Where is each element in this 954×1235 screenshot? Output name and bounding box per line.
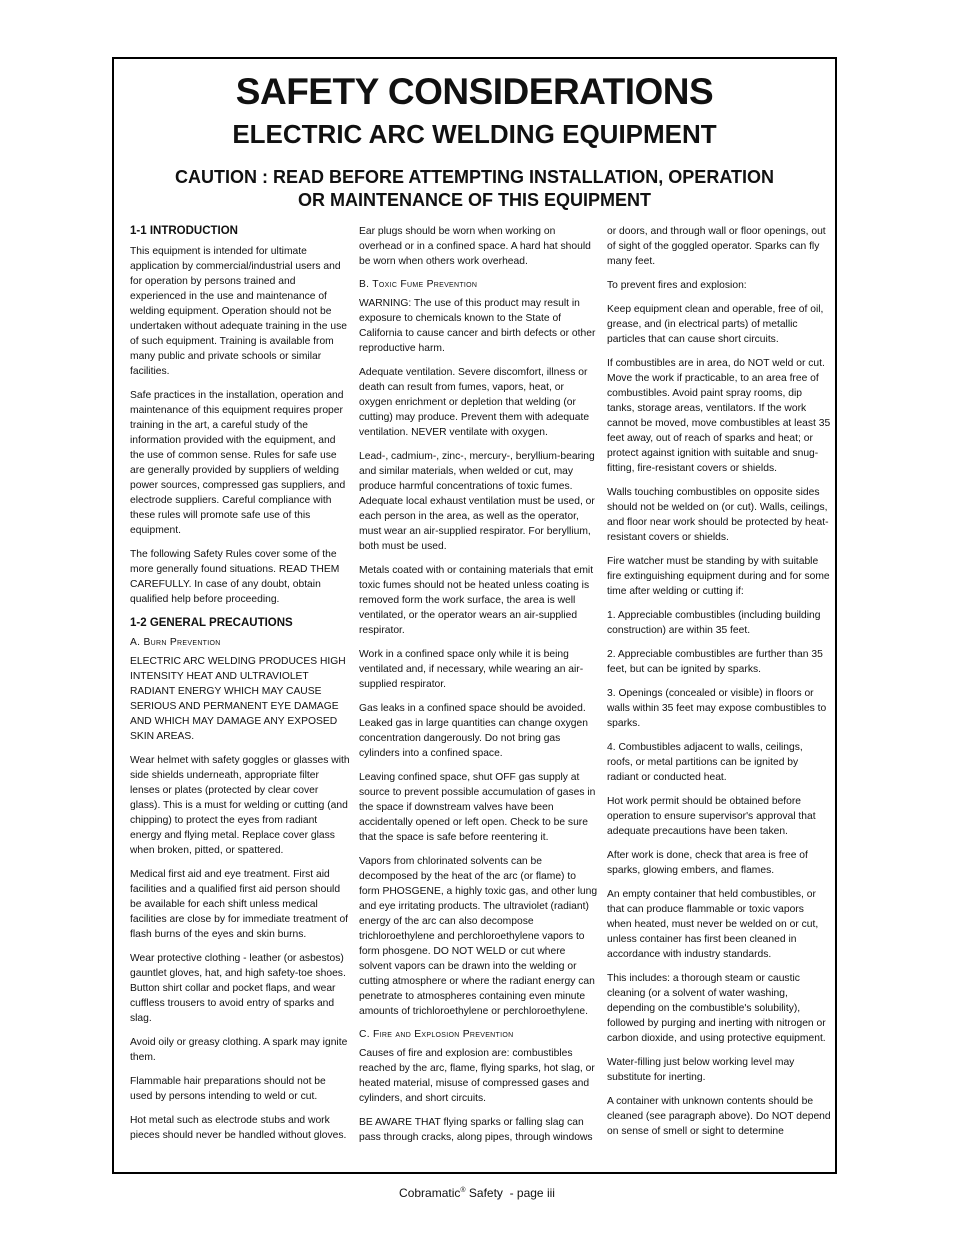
paragraph: Avoid oily or greasy clothing. A spark may ignite them. <box>130 1037 348 1063</box>
list-item: 4. Combustibles adjacent to walls, ceilings, roofs, or metal partitions can be ignited by radiant or conducted heat. <box>607 742 803 783</box>
paragraph: Metals coated with or containing materials that emit toxic fumes should not be heated unless coating is removed form the work surface, the area is well ventilated, or the operator wears an air-supplied respirator. <box>359 565 594 636</box>
paragraph: Adequate ventilation. Severe discomfort, illness or death can result from fumes, vapors, heat, or oxygen enrichment or depletion that welding (or cutting) may produce. Prevent them with adequate ventilation. NEVER ventilate with oxygen. <box>359 367 590 438</box>
paragraph: Wear protective clothing - leather (or asbestos) gauntlet gloves, hat, and high safety-toe shoes. Button shirt collar and pocket flaps, and wear cuffless trousers to avoid entry of sparks and slag. <box>130 953 346 1024</box>
paragraph: Vapors from chlorinated solvents can be decomposed by the heat of the arc (or flame) to form PHOSGENE, a highly toxic gas, and other lung and eye irritating products. The ultraviolet (radiant) energy of the arc can also decompose trichloroethylene and perchloroethylene vapors to form phosgene. DO NOT WELD or cut where solvent vapors can be drawn into the welding or cutting atmosphere or where the radiant energy can penetrate to atmospheres containing even minute amounts of trichloroethylene or perchloroethylene. <box>359 856 598 1017</box>
list-item: 2. Appreciable combustibles are further than 35 feet, but can be ignited by sparks. <box>607 649 823 675</box>
paragraph: A container with unknown contents should be cleaned (see paragraph above). Do NOT depend on sense of smell or sight to determine <box>607 1096 831 1137</box>
paragraph: Wear helmet with safety goggles or glasses with side shields underneath, appropriate filter lenses or plates (protected by clear cover glass). This is a must for welding or cutting (and chipping) to protect the eyes from radiant energy and flying metal. Replace cover glass when broken, pitted, or spattered. <box>130 755 350 856</box>
footer-brand: Cobramatic <box>399 1186 461 1200</box>
page-footer <box>0 1186 954 1200</box>
section-heading-general-precautions: 1-2 GENERAL PRECAUTIONS <box>130 617 293 629</box>
paragraph: Medical first aid and eye treatment. First aid facilities and a qualified first aid person should be available for each shift unless medical facilities are close by for immediate treatment of flash burns of the eyes and skin burns. <box>130 869 349 940</box>
paragraph: This equipment is intended for ultimate application by commercial/industrial users and for operation by persons trained and experienced in the use and maintenance of welding equipment. Operation should not be undertaken without adequate training in the use of such equipment. Training is available from many public and private schools or similar facilities. <box>130 246 347 377</box>
subsection-heading-toxic-fume-prevention: B. Toxic Fume Prevention <box>359 279 478 290</box>
paragraph: The following Safety Rules cover some of the more generally found situations. READ THEM CAREFULLY. In case of any doubt, obtain qualified help before proceeding. <box>130 549 340 605</box>
page-title: SAFETY CONSIDERATIONS <box>235 71 714 112</box>
paragraph: BE AWARE THAT flying sparks or falling slag can pass through cracks, along pipes, through windows <box>359 1117 593 1143</box>
paragraph: Causes of fire and explosion are: combustibles reached by the arc, flame, flying sparks, hot slag, or heated material, misuse of compressed gases and cylinders, and short circuits. <box>359 1048 595 1104</box>
paragraph: This includes: a thorough steam or caustic cleaning (or a solvent of water washing, depending on the combustible's solubility), followed by purging and inerting with nitrogen or carbon dioxide, and using protective equipment. <box>607 973 826 1044</box>
subsection-heading-fire-explosion-prevention: C. Fire and Explosion Prevention <box>359 1029 514 1040</box>
caution-heading <box>114 166 835 212</box>
list-item: 3. Openings (concealed or visible) in floors or walls within 35 feet may expose combustibles to sparks. <box>607 688 827 729</box>
column-3 <box>607 224 831 1148</box>
subsection-heading-burn-prevention: A. Burn Prevention <box>130 637 221 648</box>
paragraph: Safe practices in the installation, operation and maintenance of this equipment requires proper training in the art, a careful study of the information provided with the equipment, and the use of common sense. Rules for safe use are generally provided by suppliers of welding power sources, compressed gas suppliers, and electrode suppliers. Careful compliance with these rules will promote safe use of this equipment. <box>130 390 346 536</box>
paragraph: Lead-, cadmium-, zinc-, mercury-, beryllium-bearing and similar materials, when welded or cut, may produce harmful concentrations of toxic fumes. Adequate local exhaust ventilation must be used, or each person in the area, as well as the operator, must wear an air-supplied respirator. For beryllium, both must be used. <box>359 451 595 552</box>
paragraph: Leaving confined space, shut OFF gas supply at source to prevent possible accumulation of gases in the space if downstream valves have been accidentally opened or left open. Check to be sure that the space is safe before reentering it. <box>359 772 596 843</box>
footer-page-label: Safety - page iii <box>465 1186 555 1200</box>
paragraph: Water-filling just below working level may substitute for inerting. <box>607 1057 795 1083</box>
paragraph: or doors, and through wall or floor openings, out of sight of the goggled operator. Sparks can fly many feet. <box>607 226 826 267</box>
paragraph: Flammable hair preparations should not be used by persons intending to weld or cut. <box>130 1076 326 1102</box>
caution-line-2: OR MAINTENANCE OF THIS EQUIPMENT <box>297 190 651 210</box>
caution-line-1: CAUTION : READ BEFORE ATTEMPTING INSTALLATION, OPERATION <box>175 167 774 187</box>
paragraph: After work is done, check that area is free of sparks, glowing embers, and flames. <box>607 850 808 876</box>
paragraph: To prevent fires and explosion: <box>607 280 747 291</box>
column-1 <box>130 224 350 1152</box>
paragraph: An empty container that held combustibles, or that can produce flammable or toxic vapors when heated, must never be welded on or cut, unless container has first been cleaned in accordance with industry standards. <box>607 889 819 960</box>
list-item: 1. Appreciable combustibles (including building construction) are within 35 feet. <box>607 610 821 636</box>
paragraph: WARNING: The use of this product may result in exposure to chemicals known to the State of California to cause cancer and birth defects or other reproductive harm. <box>359 298 596 354</box>
paragraph: Keep equipment clean and operable, free of oil, grease, and (in electrical parts) of metallic particles that can cause short circuits. <box>607 304 824 345</box>
safety-frame <box>112 57 837 1174</box>
column-2 <box>359 224 599 1154</box>
section-heading-introduction: 1-1 INTRODUCTION <box>130 225 238 237</box>
paragraph: Work in a confined space only while it is being ventilated and, if necessary, while wearing an air-supplied respirator. <box>359 649 584 690</box>
paragraph: Hot metal such as electrode stubs and work pieces should never be handled without gloves. <box>130 1115 347 1141</box>
paragraph: Walls touching combustibles on opposite sides should not be welded on (or cut). Walls, ceilings, and floor near work should be protected by heat-resistant covers or shields. <box>607 487 829 543</box>
paragraph: Fire watcher must be standing by with suitable fire extinguishing equipment during and for some time after welding or cutting if: <box>607 556 830 597</box>
paragraph: If combustibles are in area, do NOT weld or cut. Move the work if practicable, to an area free of combustibles. Avoid paint spray rooms, dip tanks, storage areas, ventilators. If the work cannot be moved, move combustibles at least 35 feet away, out of reach of sparks and heat; or protect against ignition with suitable and snug-fitting, fire-resistant covers or shields. <box>607 358 831 474</box>
paragraph: Gas leaks in a confined space should be avoided. Leaked gas in large quantities can change oxygen concentration dangerously. Do not bring gas cylinders into a confined space. <box>359 703 588 759</box>
paragraph: Ear plugs should be worn when working on overhead or in a confined space. A hard hat should be worn when others work overhead. <box>359 226 591 267</box>
paragraph: Hot work permit should be obtained before operation to ensure supervisor's approval that adequate precautions have been taken. <box>607 796 816 837</box>
paragraph: ELECTRIC ARC WELDING PRODUCES HIGH INTENSITY HEAT AND ULTRAVIOLET RADIANT ENERGY WHICH MAY CAUSE SERIOUS AND PERMANENT EYE DAMAGE AND WHICH MAY DAMAGE ANY EXPOSED SKIN AREAS. <box>130 656 346 742</box>
page-subtitle: ELECTRIC ARC WELDING EQUIPMENT <box>232 119 717 149</box>
registered-mark: ® <box>460 1187 466 1194</box>
